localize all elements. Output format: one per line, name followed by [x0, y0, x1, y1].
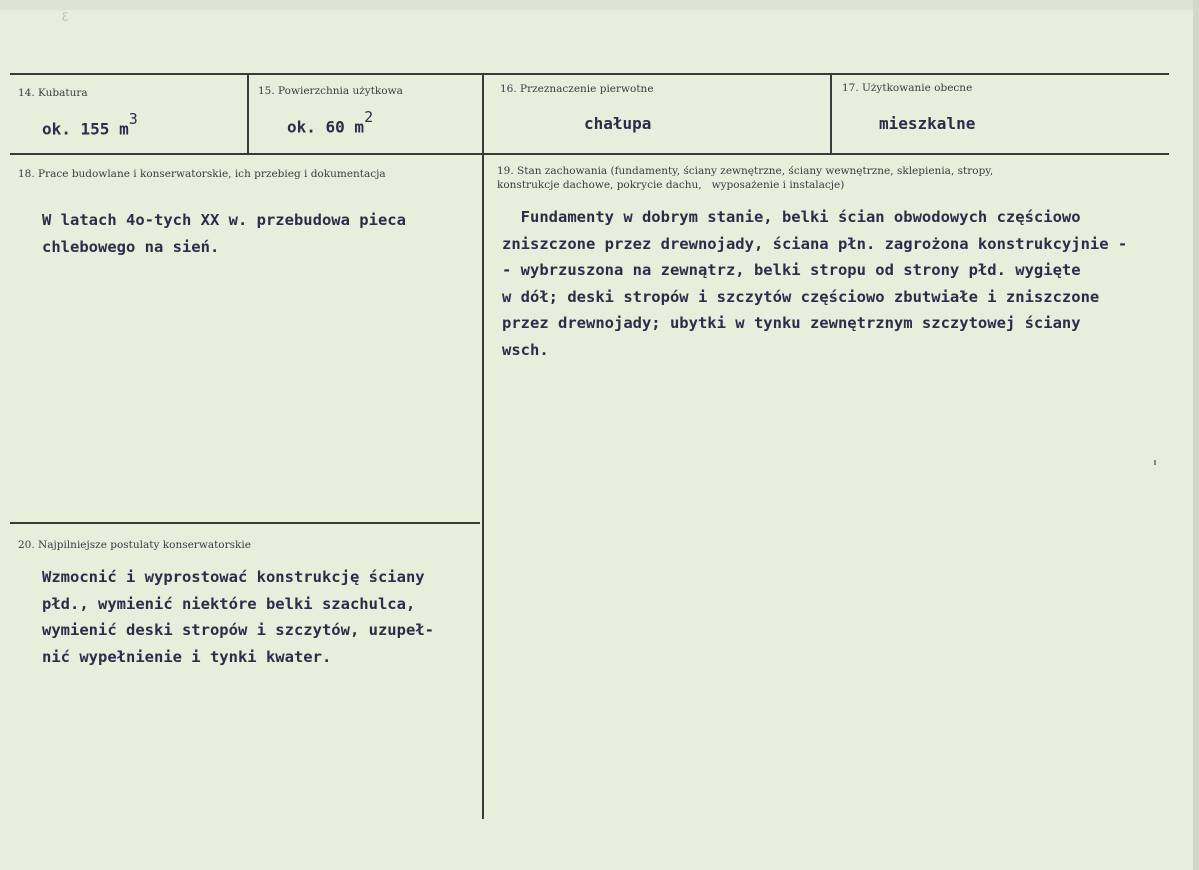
field-17-value: mieszkalne [879, 114, 976, 133]
label-line: 19. Stan zachowania (fundamenty, ściany zewnętrzne, ściany wewnętrzne, sklepienia, stropy, [497, 165, 994, 177]
field-17-label: 17. Użytkowanie obecne [842, 82, 973, 94]
text-line: płd., wymienić niektóre belki szachulca, [42, 594, 416, 613]
label-line: konstrukcje dachowe, pokrycie dachu, wyposażenie i instalacje) [497, 179, 845, 191]
field-16-label: 16. Przeznaczenie pierwotne [500, 83, 654, 95]
text-line: wsch. [502, 340, 549, 359]
field-19-text [502, 204, 1127, 363]
divider-14-15 [247, 73, 249, 155]
text-line: w dół; deski stropów i szczytów częściowo zbutwiałe i zniszczone [502, 287, 1100, 306]
field-14-value: ok. 155 $m^3$ [42, 110, 138, 139]
field-15-label: 15. Powierzchnia użytkowa [258, 85, 403, 97]
top-rule [10, 73, 1169, 75]
text-line: przez drewnojady; ubytki w tynku zewnętrznym szczytowej ściany [502, 314, 1081, 332]
divider-16-17 [830, 73, 832, 155]
field-16-value: chałupa [584, 114, 652, 133]
field-15-value: ok. 60 $m^2$ [287, 108, 374, 137]
field-15-exponent: 2 [364, 108, 374, 126]
second-rule [10, 153, 1169, 155]
text-line: - wybrzuszona na zewnątrz, belki stropu od strony płd. wygięte [502, 261, 1081, 279]
text-line: wymienić deski stropów i szczytów, uzupeł- [42, 621, 434, 639]
field-19-label [497, 164, 993, 192]
ink-speck [1154, 460, 1156, 465]
field-20-label: 20. Najpilniejsze postulaty konserwatorskie [18, 539, 251, 551]
field-18-text [42, 207, 406, 260]
left-divider-rule [10, 522, 480, 524]
field-14-label: 14. Kubatura [18, 87, 88, 99]
text-line: chlebowego na sień. [42, 237, 220, 256]
main-vertical-divider [482, 73, 484, 819]
text-line: W latach 4o-tych XX w. przebudowa pieca [42, 211, 406, 229]
text-line: zniszczone przez drewnojady, ściana płn. zagrożona konstrukcyjnie - [502, 234, 1128, 253]
pencil-mark: ꜫ [62, 10, 69, 24]
text-line: Fundamenty w dobrym stanie, belki ścian obwodowych częściowo [502, 208, 1081, 226]
card-top-edge [0, 0, 1199, 10]
card-right-edge [1193, 0, 1199, 870]
field-20-text [42, 564, 434, 670]
text-line: nić wypełnienie i tynki kwater. [42, 647, 332, 666]
text-line: Wzmocnić i wyprostować konstrukcję ściany [42, 568, 425, 586]
field-14-exponent: 3 [128, 110, 138, 128]
field-18-label: 18. Prace budowlane i konserwatorskie, ich przebieg i dokumentacja [18, 168, 386, 180]
